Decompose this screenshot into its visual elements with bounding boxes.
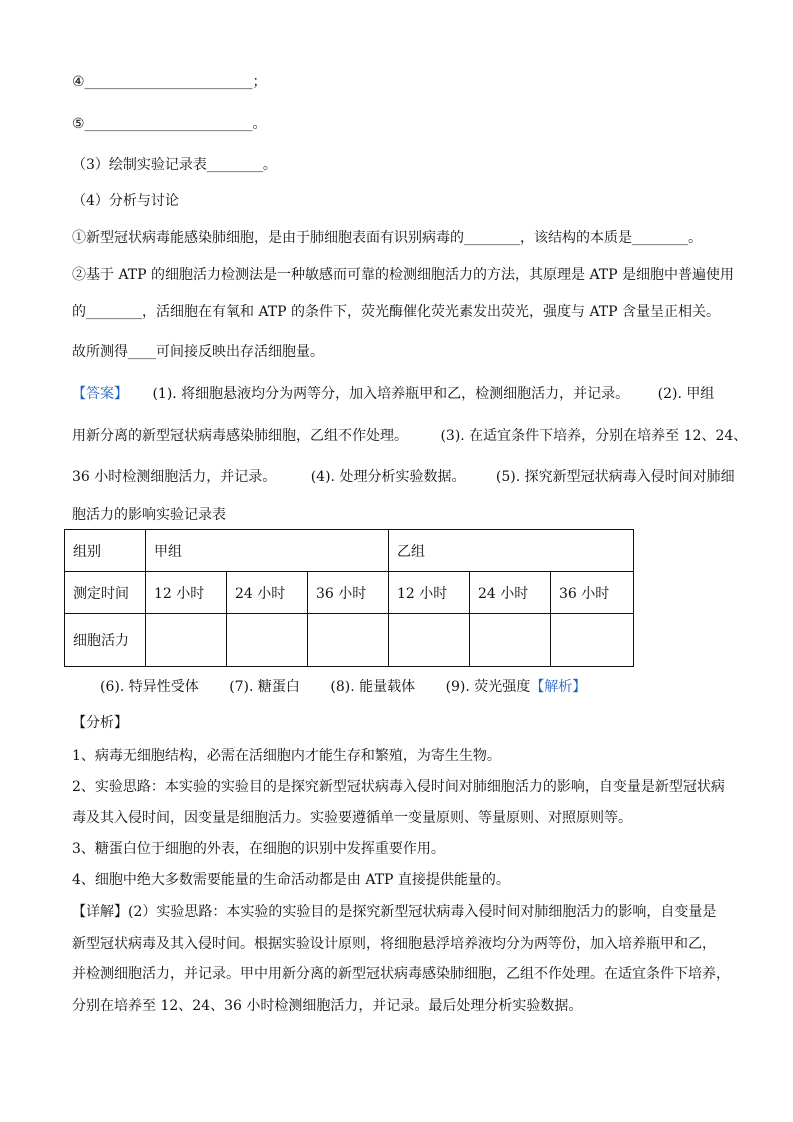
answer-line-3 — [72, 467, 735, 487]
table-cell — [308, 614, 389, 667]
table-cell: 24 小时 — [227, 572, 308, 614]
answer-3: (3). 在适宜条件下培养，分别在培养至 12、24、 — [440, 428, 748, 444]
table-row — [65, 530, 634, 572]
table-cell: 细胞活力 — [65, 614, 146, 667]
detail-text-1: (2）实验思路：本实验的实验目的是探究新型冠状病毒入侵时间对肺细胞活力的影响，自变量是 — [128, 904, 717, 920]
detail-line-3: 并检测细胞活力，并记录。甲中用新分离的新型冠状病毒感染肺细胞，乙组不作处理。在适宜条件下培养， — [72, 966, 730, 982]
analysis-point-1: 1、病毒无细胞结构，必需在活细胞内才能生存和繁殖，为寄生生物。 — [72, 748, 501, 764]
detail-line-2: 新型冠状病毒及其入侵时间。根据实验设计原则，将细胞悬浮培养液均分为两等份，加入培养瓶甲和乙， — [72, 936, 716, 952]
table-cell — [470, 614, 551, 667]
table-cell: 甲组 — [146, 530, 389, 572]
answer-line-2 — [72, 426, 747, 446]
table-cell: 12 小时 — [146, 572, 227, 614]
answer-2-label: (2). 甲组 — [657, 386, 715, 402]
blank-line-4: ④________________________； — [72, 74, 267, 90]
table-cell — [389, 614, 470, 667]
record-table — [64, 529, 634, 667]
analysis-point-4: 4、细胞中绝大多数需要能量的生命活动都是由 ATP 直接提供能量的。 — [72, 872, 510, 888]
answer-line-5 — [100, 677, 586, 697]
table-cell — [146, 614, 227, 667]
answer-7: (7). 糖蛋白 — [229, 679, 300, 695]
table-cell: 12 小时 — [389, 572, 470, 614]
table-row — [65, 614, 634, 667]
discussion-2-line-1: ②基于 ATP 的细胞活力检测法是一种敏感而可靠的检测细胞活力的方法，其原理是 ATP 是细胞中普遍使用 — [72, 267, 735, 283]
discussion-1: ①新型冠状病毒能感染肺细胞，是由于肺细胞表面有识别病毒的________，该结构的本质是________。 — [72, 230, 702, 246]
answer-2-text: 用新分离的新型冠状病毒感染肺细胞，乙组不作处理。 — [72, 428, 408, 444]
answer-5: (5). 探究新型冠状病毒入侵时间对肺细 — [495, 469, 735, 485]
analysis-point-2-line-2: 毒及其入侵时间，因变量是细胞活力。实验要遵循单一变量原则、等量原则、对照原则等。 — [72, 810, 632, 826]
analysis-point-3: 3、糖蛋白位于细胞的外表，在细胞的识别中发挥重要作用。 — [72, 841, 445, 857]
detail-tag: 【详解】 — [72, 904, 128, 920]
table-cell: 乙组 — [389, 530, 634, 572]
blank-line-5: ⑤________________________。 — [72, 116, 267, 132]
detail-line-4: 分别在培养至 12、24、36 小时检测细胞活力，并记录。最后处理分析实验数据。 — [72, 998, 583, 1014]
analysis-point-2-line-1: 2、实验思路：本实验的实验目的是探究新型冠状病毒入侵时间对肺细胞活力的影响，自变量是新型冠状病 — [72, 779, 725, 795]
discussion-2-line-2: 的________，活细胞在有氧和 ATP 的条件下，荧光酶催化荧光素发出荧光，强度与 ATP 含量呈正相关。 — [72, 304, 721, 320]
question-3: （3）绘制实验记录表________。 — [72, 157, 277, 173]
table-cell — [227, 614, 308, 667]
table-row — [65, 572, 634, 614]
analysis-tag: 【解析】 — [530, 679, 587, 695]
answer-4: (4). 处理分析实验数据。 — [310, 469, 466, 485]
answer-line-4: 胞活力的影响实验记录表 — [72, 507, 226, 523]
table-cell: 组别 — [65, 530, 146, 572]
answer-tag: 【答案】 — [72, 386, 128, 402]
answer-line-1 — [72, 384, 714, 404]
table-cell: 测定时间 — [65, 572, 146, 614]
question-4-heading: （4）分析与讨论 — [72, 193, 179, 209]
table-cell — [551, 614, 634, 667]
analysis-heading: 【分析】 — [72, 715, 128, 731]
answer-3-text: 36 小时检测细胞活力，并记录。 — [72, 469, 277, 485]
answer-6: (6). 特异性受体 — [100, 679, 199, 695]
table-cell: 24 小时 — [470, 572, 551, 614]
detail-line-1 — [72, 902, 716, 922]
answer-8: (8). 能量载体 — [330, 679, 416, 695]
table-cell: 36 小时 — [308, 572, 389, 614]
answer-1: (1). 将细胞悬液均分为两等分，加入培养瓶甲和乙，检测细胞活力，并记录。 — [152, 386, 630, 402]
table-cell: 36 小时 — [551, 572, 634, 614]
discussion-2-line-3: 故所测得____可间接反映出存活细胞量。 — [72, 344, 324, 360]
answer-9: (9). 荧光强度 — [445, 679, 531, 695]
